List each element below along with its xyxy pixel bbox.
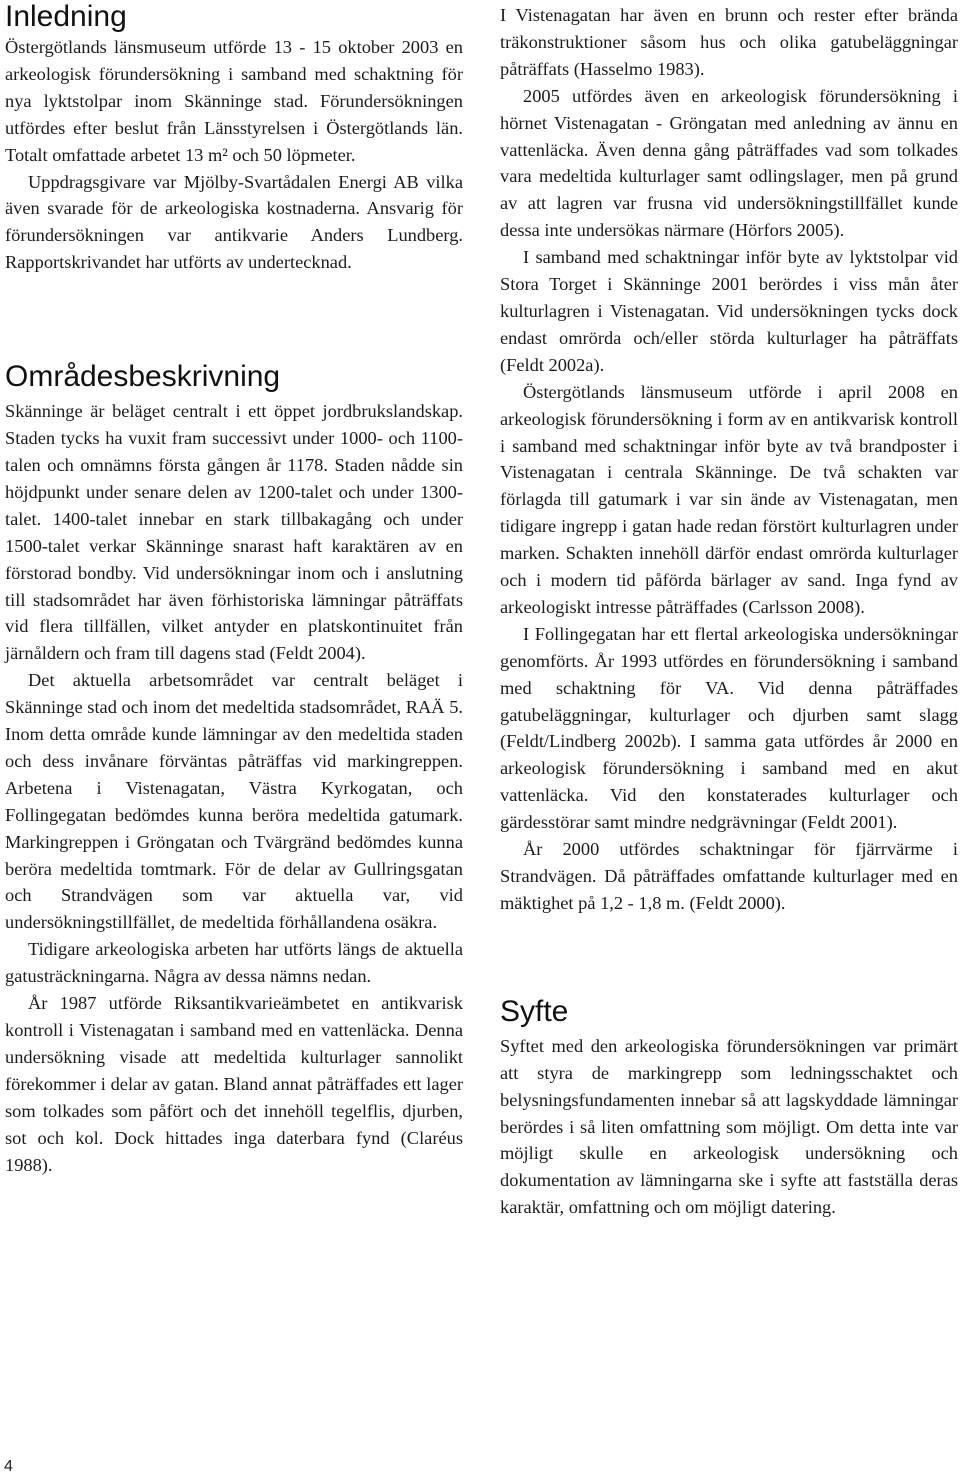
heading-syfte: Syfte [500,994,569,1028]
left-column [5,0,463,1178]
paragraph-inledning-1: Östergötlands länsmuseum utförde 13 - 15 oktober 2003 en arkeologisk förundersökning i samband med schaktning för nya lyktstolpar inom Skänninge stad. Förundersökningen utfördes efter beslut från Länsstyrelsen i Östergötlands län. Totalt omfattade arbetet 13 m² och 50 löpmeter. [5,37,463,165]
heading-inledning: Inledning [5,0,127,33]
paragraph-omrade-1: Skänninge är beläget centralt i ett öppet jordbrukslandskap. Staden tycks ha vuxit fram successivt under 1000- och 1100-talen och omnämns första gången år 1178. Staden nådde sin höjdpunkt under senare delen av 1200-talet och under 1300-talet. 1400-talet innebar en stark tillbakagång och under 1500-talet verkar Skänninge snarast haft karaktären av en förstorad bondby. Vid undersökningar inom och i anslutning till stadsområdet har även förhistoriska lämningar påträffats vid flera tillfällen, vilket antyder en platskontinuitet från järnåldern och fram till dagens stad (Feldt 2004). [5,401,463,664]
paragraph-omrade-5: I Vistenagatan har även en brunn och rester efter brända träkonstruktioner såsom hus och olika gatubeläggningar påträffats (Hasselmo 1983). [500,5,958,79]
paragraph-syfte-1: Syftet med den arkeologiska förundersökningen var primärt att styra de markingrepp som ledningsschaktet och belysningsfundamenten innebar så att lagskyddade lämningar berördes i så liten omfattning som möjligt. Om detta inte var möjligt skulle en arkeologisk undersökning och dokumentation av lämningarna ske i syfte att fastställa deras karaktär, omfattning och om möjligt datering. [500,1035,958,1218]
paragraph-omrade-10: År 2000 utfördes schaktningar för fjärrvärme i Strandvägen. Då påträffades omfattande kulturlager med en mäktighet på 1,2 - 1,8 m. (Feldt 2000). [500,839,958,913]
heading-omradesbeskrivning: Områdesbeskrivning [5,360,281,394]
right-column [500,0,958,1221]
paragraph-omrade-3: Tidigare arkeologiska arbeten har utförts längs de aktuella gatusträckningarna. Några av dessa nämns nedan. [5,939,463,987]
paragraph-omrade-8: Östergötlands länsmuseum utförde i april 2008 en arkeologisk förundersökning i form av en antikvarisk kontroll i samband med schaktningar inför byte av två brandposter i Vistenagatan i centrala Skänninge. De två schakten var förlagda till gatumark i var sin ände av Vistenagatan, men tidigare ingrepp i gatan hade redan förstört kulturlagren under marken. Schakten innehöll därför endast omrörda kulturlager och i modern tid påförda bärlager av sand. Inga fynd av arkeologiskt intresse påträffades (Carlsson 2008). [500,381,958,617]
page-number: 4 [4,1458,13,1475]
paragraph-omrade-7: I samband med schaktningar inför byte av lyktstolpar vid Stora Torget i Skänninge 2001 berördes i viss mån åter kulturlagren i Vistenagatan. Vid undersökningen tycks dock endast omrörda och/eller störda kulturlager ha påträffats (Feldt 2002a). [500,247,958,375]
paragraph-omrade-6: 2005 utfördes även en arkeologisk förundersökning i hörnet Vistenagatan - Gröngatan med anledning av ännu en vattenläcka. Även denna gång påträffades vad som tolkades vara medeltida kulturlager samt odlingslager, men på grund av att lagren var frusna vid undersökningstillfället kunde dessa inte undersökas närmare (Hörfors 2005). [500,85,958,241]
paragraph-omrade-4: År 1987 utförde Riksantikvarieämbetet en antikvarisk kontroll i Vistenagatan i samband med en vattenläcka. Denna undersökning visade att medeltida kulturlager sannolikt förekommer i delar av gatan. Bland annat påträffades ett lager som tolkades som påfört och det innehöll tegelflis, djurben, sot och kol. Dock hittades inga daterbara fynd (Claréus 1988). [5,993,463,1175]
paragraph-omrade-2: Det aktuella arbetsområdet var centralt beläget i Skänninge stad och inom det medeltida stadsområdet, RAÄ 5. Inom detta område kunde lämningar av den medeltida staden och dess invånare förväntas påträffas vid markingreppen. Arbetena i Vistenagatan, Västra Kyrkogatan, och Follingegatan bedömdes kunna beröra medeltida gatumark. Markingreppen i Gröngatan och Tvärgränd bedömdes kunna beröra medeltida tomtmark. För de delar av Gullringsgatan och Strandvägen som var aktuella var, vid undersökningstillfället, de medeltida förhållandena osäkra. [5,670,463,933]
paragraph-inledning-2: Uppdragsgivare var Mjölby-Svartådalen Energi AB vilka även svarade för de arkeologiska kostnaderna. Ansvarig för förundersökningen var antikvarie Anders Lundberg. Rapportskrivandet har utförts av undertecknad. [5,171,463,273]
paragraph-omrade-9: I Follingegatan har ett flertal arkeologiska undersökningar genomförts. År 1993 utfördes en förundersökning i samband med schaktning för VA. Vid denna påträffades gatubeläggningar, kulturlager och djurben samt slagg (Feldt/Lindberg 2002b). I samma gata utfördes år 2000 en arkeologisk förundersökning i samband med en akut vattenläcka. Vid den konstaterades kulturlager och gärdesstörar samt mindre nedgrävningar (Feldt 2001). [500,623,958,833]
